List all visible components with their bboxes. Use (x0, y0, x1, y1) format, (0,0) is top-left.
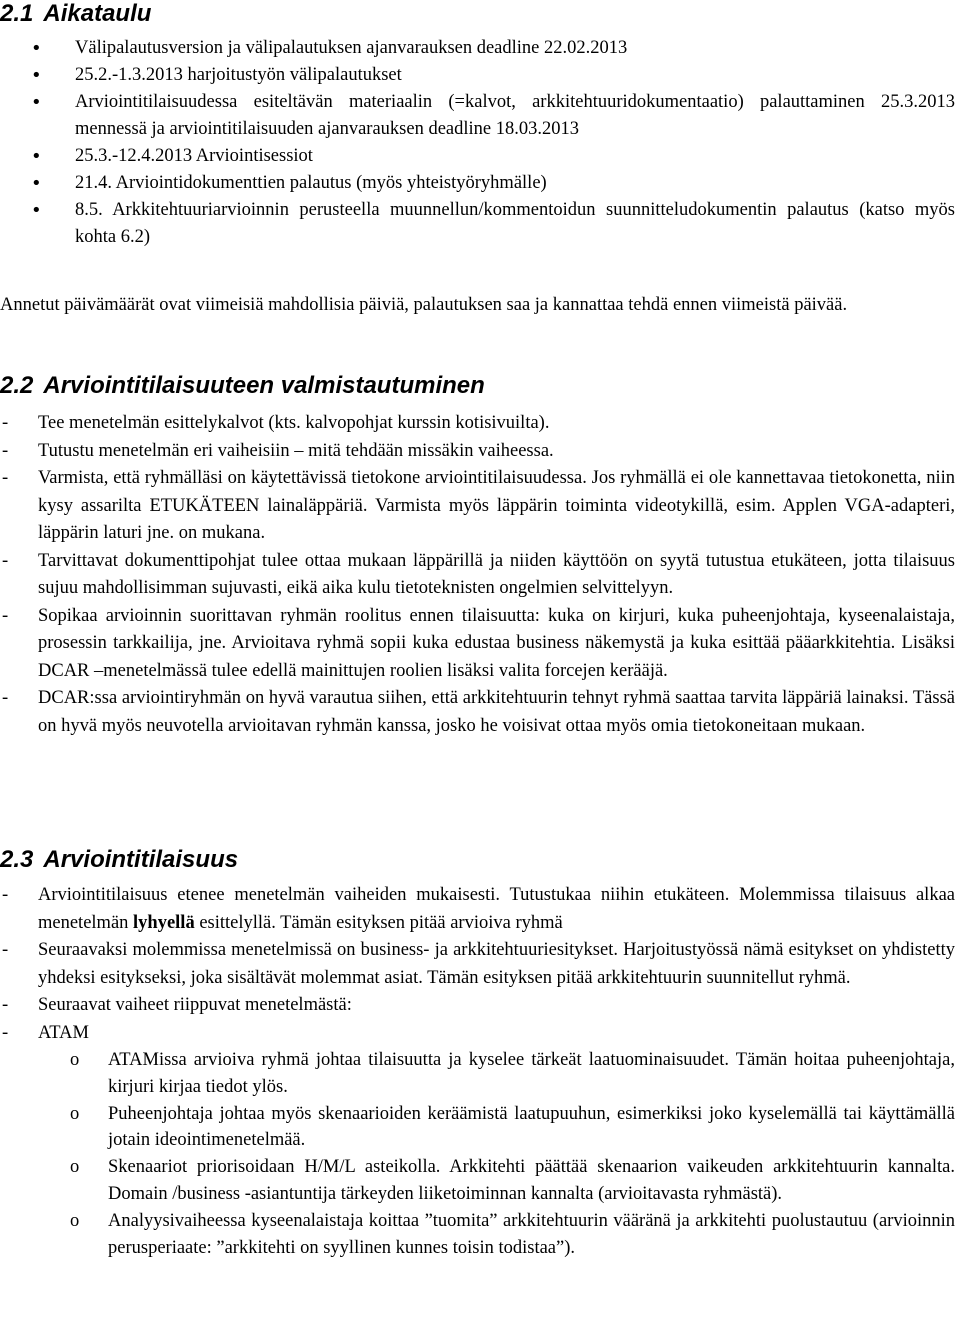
list-item: • 8.5. Arkkitehtuuriarvioinnin perusteella muunnellun/kommentoidun suunnitteludokumentin palautus (katso myös kohta 6.2) (0, 197, 955, 251)
schedule-list (0, 35, 955, 251)
list-item (0, 882, 955, 937)
list-item: - DCAR:ssa arviointiryhmän on hyvä varautua siihen, että arkkitehtuurin tehnyt ryhmä saattaa tarvita läppäriä lainaksi. Tässä on hyvä myös neuvotella arvioitavan ryhmän kanssa, josko he voisivat ottaa myös omia tietokoneitaan mukaan. (0, 685, 955, 740)
sublist-item: o Puheenjohtaja johtaa myös skenaarioiden keräämistä laatupuuhun, esimerkiksi joko kyselemällä tai käyttämällä jotain ideointimenetelmää. (38, 1101, 955, 1155)
sublist-item: o Skenaariot priorisoidaan H/M/L asteikolla. Arkkitehti päättää skenaarion vaikeuden arkkitehtuurin kannalta. Domain /business -asiantuntija tärkeyden liiketoiminnan kannalta (arvioitavasta ryhmästä). (38, 1154, 955, 1208)
section-2-3-heading (0, 846, 238, 874)
item-text: ATAM (38, 1022, 89, 1043)
session-list (0, 882, 955, 1261)
section-title: Arviointitilaisuuteen valmistautuminen (43, 372, 485, 399)
sublist-item: o Analyysivaiheessa kyseenalaistaja koittaa ”tuomita” arkkitehtuurin vääränä ja arkkitehti puolustautuu (arvioinnin perusperiaate: ”arkkitehti on syyllinen kunnes toisin todistaa”). (38, 1208, 955, 1262)
preparation-list (0, 410, 955, 740)
list-item: - Seuraavaksi molemmissa menetelmissä on business- ja arkkitehtuuriesitykset. Harjoitustyössä nämä esitykset on yhdistetty yhdeksi esitykseksi, joka sisältävät molemmat asiat. Tämän esityksen pitää arkkitehtuurin suunnitellut ryhmä. (0, 937, 955, 992)
section-2-1-heading (0, 0, 151, 28)
list-item: - Tee menetelmän esittelykalvot (kts. kalvopohjat kurssin kotisivuilta). (0, 410, 955, 438)
list-item: • 21.4. Arviointidokumenttien palautus (myös yhteistyöryhmälle) (0, 170, 955, 197)
section-2-2-heading (0, 372, 485, 400)
list-item: • Arviointitilaisuudessa esiteltävän materiaalin (=kalvot, arkkitehtuuridokumentaatio) palauttaminen 25.3.2013 mennessä ja arviointitilaisuuden ajanvarauksen deadline 18.03.2013 (0, 89, 955, 143)
section-title: Arviointitilaisuus (43, 846, 239, 873)
section-number: 2.1 (0, 0, 34, 27)
list-item (0, 1020, 955, 1262)
list-item: • 25.2.-1.3.2013 harjoitustyön välipalautukset (0, 62, 955, 89)
item-text: esittelyllä. Tämän esityksen pitää arvioiva ryhmä (194, 912, 563, 933)
list-item: - Tutustu menetelmän eri vaiheisiin – mitä tehdään missäkin vaiheessa. (0, 438, 955, 466)
item-text-bold: lyhyellä (133, 912, 195, 933)
list-item: - Varmista, että ryhmälläsi on käytettävissä tietokone arviointitilaisuudessa. Jos ryhmällä ei ole kannettavaa tietokonetta, niin kysy assarilta ETUKÄTEEN lainaläppäriä. Varmista myös läppärin toiminta videotykillä, esim. Applen VGA-adapteri, läppärin laturi jne. on mukana. (0, 465, 955, 548)
list-item: - Seuraavat vaiheet riippuvat menetelmästä: (0, 992, 955, 1020)
section-title: Aikataulu (43, 0, 152, 27)
list-item: - Tarvittavat dokumenttipohjat tulee ottaa mukaan läppärillä ja niiden käyttöön on syytä tutustua etukäteen, jotta tilaisuus sujuu mahdollisimman sujuvasti, eikä aika kulu tietoteknisten ongelmien selvittelyyn. (0, 548, 955, 603)
section-number: 2.2 (0, 372, 34, 399)
sublist-item: o ATAMissa arvioiva ryhmä johtaa tilaisuutta ja kyselee tärkeät laatuominaisuudet. Tämän hoitaa puheenjohtaja, kirjuri kirjaa tiedot ylös. (38, 1047, 955, 1101)
list-item: • 25.3.-12.4.2013 Arviointisessiot (0, 143, 955, 170)
list-item: - Sopikaa arvioinnin suorittavan ryhmän roolitus ennen tilaisuutta: kuka on kirjuri, kuka puheenjohtaja, kyseenalaistaja, prosessin tarkkailija, jne. Arvioitava ryhmä sopii kuka edustaa business näkemystä ja kuka esittää pääarkkitehtia. Lisäksi DCAR –menetelmässä tulee edellä mainittujen roolien lisäksi valita forcejen kerääjä. (0, 603, 955, 686)
deadline-note: Annetut päivämäärät ovat viimeisiä mahdollisia päiviä, palautuksen saa ja kannattaa tehdä ennen viimeistä päivää. (0, 295, 848, 315)
list-item: • Välipalautusversion ja välipalautuksen ajanvarauksen deadline 22.02.2013 (0, 35, 955, 62)
item-text: Arviointitilaisuus etenee menetelmän vaiheiden mukaisesti. Tutustukaa niihin etukäteen. Molemmissa tilaisuus alkaa menetelmän (38, 885, 955, 933)
section-number: 2.3 (0, 846, 34, 873)
atam-sublist (38, 1047, 955, 1261)
